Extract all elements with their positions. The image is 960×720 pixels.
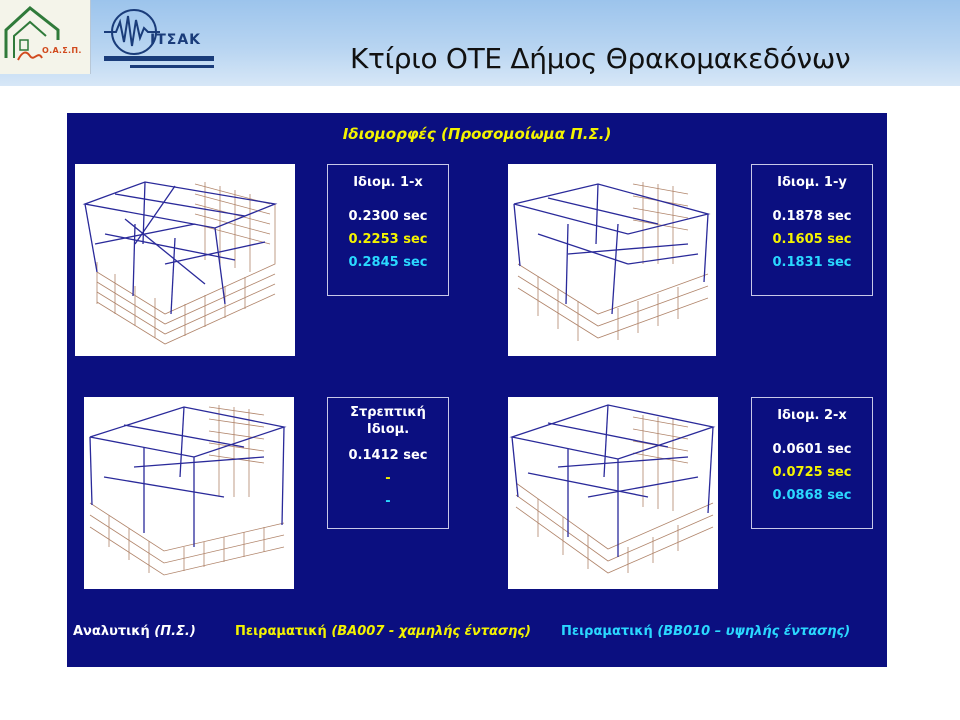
bb010-period: 0.1831 sec: [772, 255, 852, 270]
slide-title: Κτίριο ΟΤΕ Δήμος Θρακομακεδόνων: [350, 42, 851, 75]
itsak-logo-text: ΙΤΣΑΚ: [150, 32, 202, 48]
oasp-logo-text: Ο.Α.Σ.Π.: [42, 46, 82, 55]
mode-box-2x: [751, 397, 873, 529]
ba007-period: -: [385, 471, 391, 486]
mode-name-line2: Ιδιομ.: [366, 422, 410, 437]
mode-shape-image-torsional: [84, 397, 294, 589]
legend-bb010: [561, 624, 850, 639]
analytical-period: 0.1878 sec: [772, 209, 852, 224]
mode-box-torsional: [327, 397, 449, 529]
mode-box-1x: [327, 164, 449, 296]
legend-bb010-detail: (BB010 – υψηλής έντασης): [657, 624, 851, 639]
house-logo-icon: [0, 0, 90, 74]
mode-shape-image-1x: [75, 164, 295, 356]
bb010-period: 0.2845 sec: [348, 255, 428, 270]
legend-ba007: [235, 624, 531, 639]
mode-name: Ιδιομ. 1-x: [353, 175, 423, 190]
bb010-period: 0.0868 sec: [772, 488, 852, 503]
building-wireframe-icon: [84, 397, 294, 589]
mode-shape-image-1y: [508, 164, 716, 356]
ba007-period: 0.1605 sec: [772, 232, 852, 247]
mode-name: Ιδιομ. 1-y: [777, 175, 847, 190]
legend-bb010-label: Πειραματική: [561, 624, 653, 639]
mode-shapes-panel: [67, 113, 887, 667]
header-band: [0, 0, 960, 86]
analytical-period: 0.0601 sec: [772, 442, 852, 457]
legend-ba007-label: Πειραματική: [235, 624, 327, 639]
legend-analytical: [73, 624, 196, 639]
ba007-period: 0.2253 sec: [348, 232, 428, 247]
analytical-period: 0.1412 sec: [348, 448, 428, 463]
ba007-period: 0.0725 sec: [772, 465, 852, 480]
mode-name: Ιδιομ. 2-x: [777, 408, 847, 423]
mode-shape-image-2x: [508, 397, 718, 589]
panel-title: Ιδιομορφές (Προσομοίωμα Π.Σ.): [342, 125, 612, 143]
mode-name-line1: Στρεπτική: [350, 405, 426, 420]
bb010-period: -: [385, 494, 391, 509]
legend-ba007-detail: (BA007 - χαμηλής έντασης): [331, 624, 532, 639]
mode-box-1y: [751, 164, 873, 296]
itsak-logo: [100, 8, 218, 72]
oasp-logo: [0, 0, 91, 74]
building-wireframe-icon: [75, 164, 295, 356]
legend-analytical-detail: (Π.Σ.): [154, 624, 196, 639]
building-wireframe-icon: [508, 164, 716, 356]
analytical-period: 0.2300 sec: [348, 209, 428, 224]
building-wireframe-icon: [508, 397, 718, 589]
legend-analytical-label: Αναλυτική: [73, 624, 150, 639]
